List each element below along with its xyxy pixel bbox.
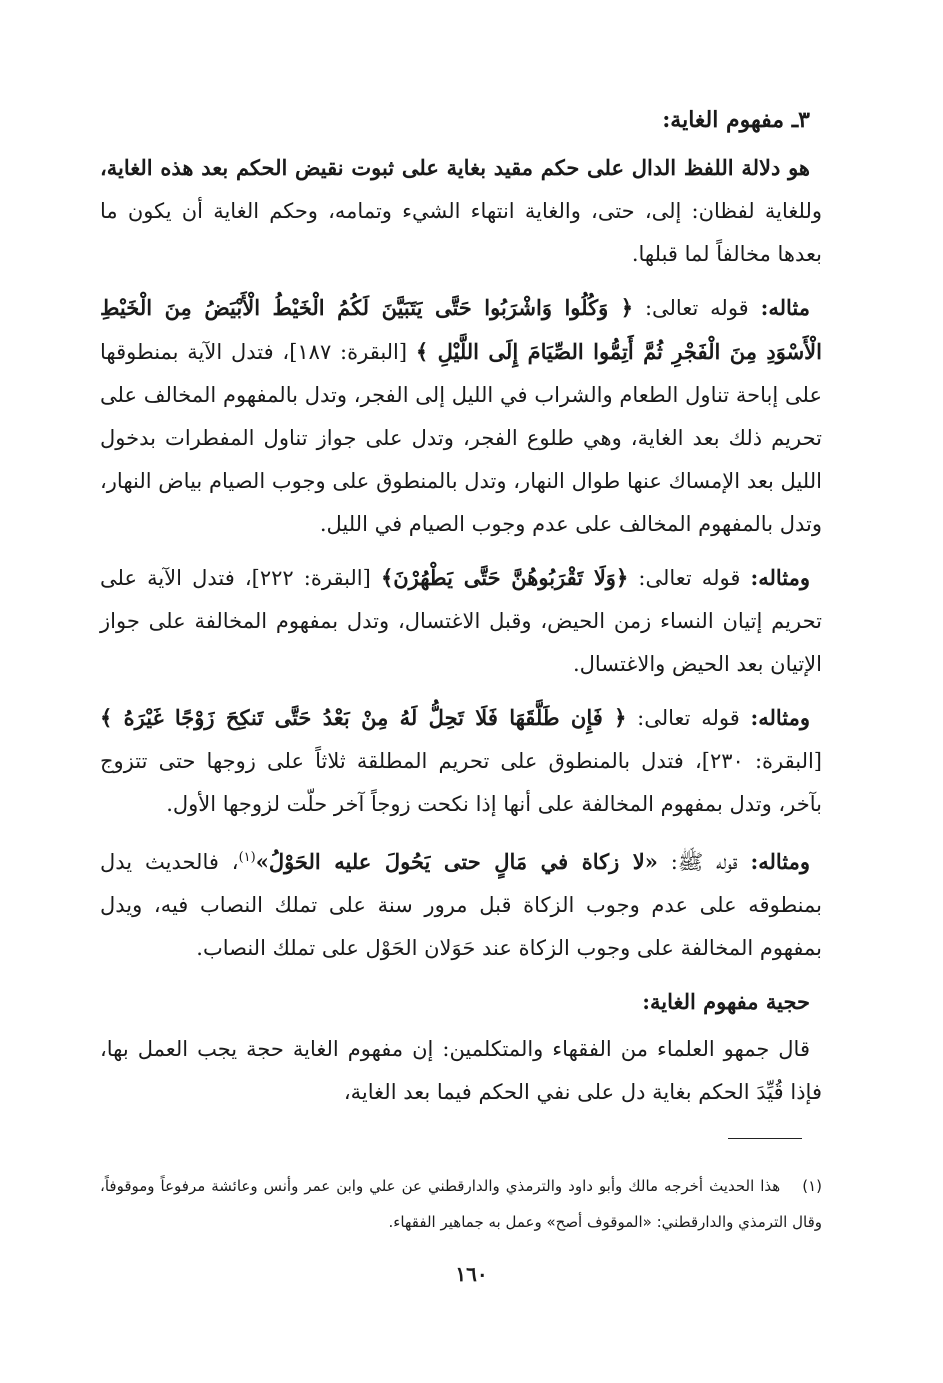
example-1-text: فتدل الآية بمنطوقها على إباحة تناول الطعام والشراب في الليل إلى الفجر، وتدل بالمفهوم المخالف على تحريم ذلك بعد الغاية، وهي طلوع الفجر، وتدل على جواز تناول المفطرات بدخول الليل بعد الإمساك عنها طوال النهار، وتدل بالمنطوق على وجوب الصيام بياض النهار، وتدل بالمفهوم المخالف على عدم وجوب الصيام في الليل.	[100, 340, 822, 536]
example-3-label: ومثاله:	[750, 705, 810, 730]
definition-bold: هو دلالة اللفظ الدال على حكم مقيد بغاية على ثبوت نقيض الحكم بعد هذه الغاية،	[100, 155, 810, 180]
example-1-paragraph	[100, 286, 822, 546]
example-4-paragraph	[100, 836, 822, 970]
definition-rest: وللغاية لفظان: إلى، حتى، والغاية انتهاء الشيء وتمامه، وحكم الغاية أن يكون ما بعدها مخالفاً لما قبلها.	[100, 199, 822, 266]
footnote-divider	[728, 1138, 802, 1139]
footnote-number: (١)	[802, 1177, 822, 1195]
sub-heading: حجية مفهوم الغاية:	[642, 989, 810, 1014]
example-2-paragraph	[100, 556, 822, 686]
example-2-text: فتدل الآية على تحريم إتيان النساء زمن الحيض، وقبل الاغتسال، وتدل بمفهوم المخالفة على جواز الإتيان بعد الحيض والاغتسال.	[100, 566, 822, 676]
definition-paragraph	[100, 146, 822, 276]
page-body	[100, 100, 822, 1124]
example-3-verse: ﴿ فَإِن طَلَّقَهَا فَلَا تَحِلُّ لَهُ مِنْ بَعْدُ حَتَّى تَنكِحَ زَوْجًا غَيْرَهُ ﴾	[100, 705, 627, 730]
section-heading: ٣ـ مفهوم الغاية:	[662, 107, 810, 133]
example-1-intro: قوله تعالى:	[633, 296, 761, 320]
page-number: ١٦٠	[455, 1262, 488, 1286]
example-3-intro: قوله تعالى:	[626, 706, 751, 730]
example-1-label: مثاله:	[760, 295, 811, 320]
example-2-verse: ﴿وَلَا تَقْرَبُوهُنَّ حَتَّى يَطْهُرْنَ﴾	[380, 565, 629, 590]
example-1-citation: [البقرة: ١٨٧]،	[282, 340, 416, 364]
footnote	[100, 1168, 822, 1240]
example-2-intro: قوله تعالى:	[628, 566, 751, 590]
example-1-verse: ﴿ وَكُلُوا وَاشْرَبُوا حَتَّى يَتَبَيَّنَ لَكُمُ الْخَيْطُ الْأَبْيَضُ مِنَ الْخَيْطِ الْأَسْوَدِ مِنَ الْفَجْرِ ثُمَّ أَتِمُّوا الصِّيَامَ إِلَى اللَّيْلِ ﴾	[100, 295, 822, 364]
example-2-label: ومثاله:	[750, 565, 810, 590]
footnote-reference: (١)	[238, 850, 256, 865]
closing-paragraph: قال جمهو العلماء من الفقهاء والمتكلمين: إن مفهوم الغاية حجة يجب العمل بها، فإذا قُيِّدَ الحكم بغاية دل على نفي الحكم فيما بعد الغاية،	[100, 1037, 822, 1104]
example-4-intro: قوله ﷺ:	[657, 850, 751, 874]
example-3-paragraph	[100, 696, 822, 826]
example-3-text: فتدل بالمنطوق على تحريم المطلقة ثلاثاً على زوجها حتى تتزوج بآخر، وتدل بمفهوم المخالفة على أنها إذا نكحت زوجاً آخر حلّت لزوجها الأول.	[100, 749, 822, 816]
example-4-text: ، فالحديث يدل بمنطوقه على عدم وجوب الزكاة قبل مرور سنة على تملك النصاب فيه، ويدل بمفهوم المخالفة على وجوب الزكاة عند حَوَلان الحَوْل على تملك النصاب.	[100, 850, 822, 960]
footnote-text: هذا الحديث أخرجه مالك وأبو داود والترمذي والدارقطني عن علي وابن عمر وأنس وعائشة مرفوعاً وموقوفاً، وقال الترمذي والدارقطني: «الموقوف أصح» وعمل به جماهير الفقهاء.	[100, 1177, 822, 1231]
example-4-hadith: «لا زكاة في مَالٍ حتى يَحُولَ عليه الحَوْلُ»	[255, 849, 658, 874]
example-3-citation: [البقرة: ٢٣٠]،	[694, 749, 822, 773]
example-4-label: ومثاله:	[750, 849, 810, 874]
example-2-citation: [البقرة: ٢٢٢]،	[244, 566, 381, 590]
